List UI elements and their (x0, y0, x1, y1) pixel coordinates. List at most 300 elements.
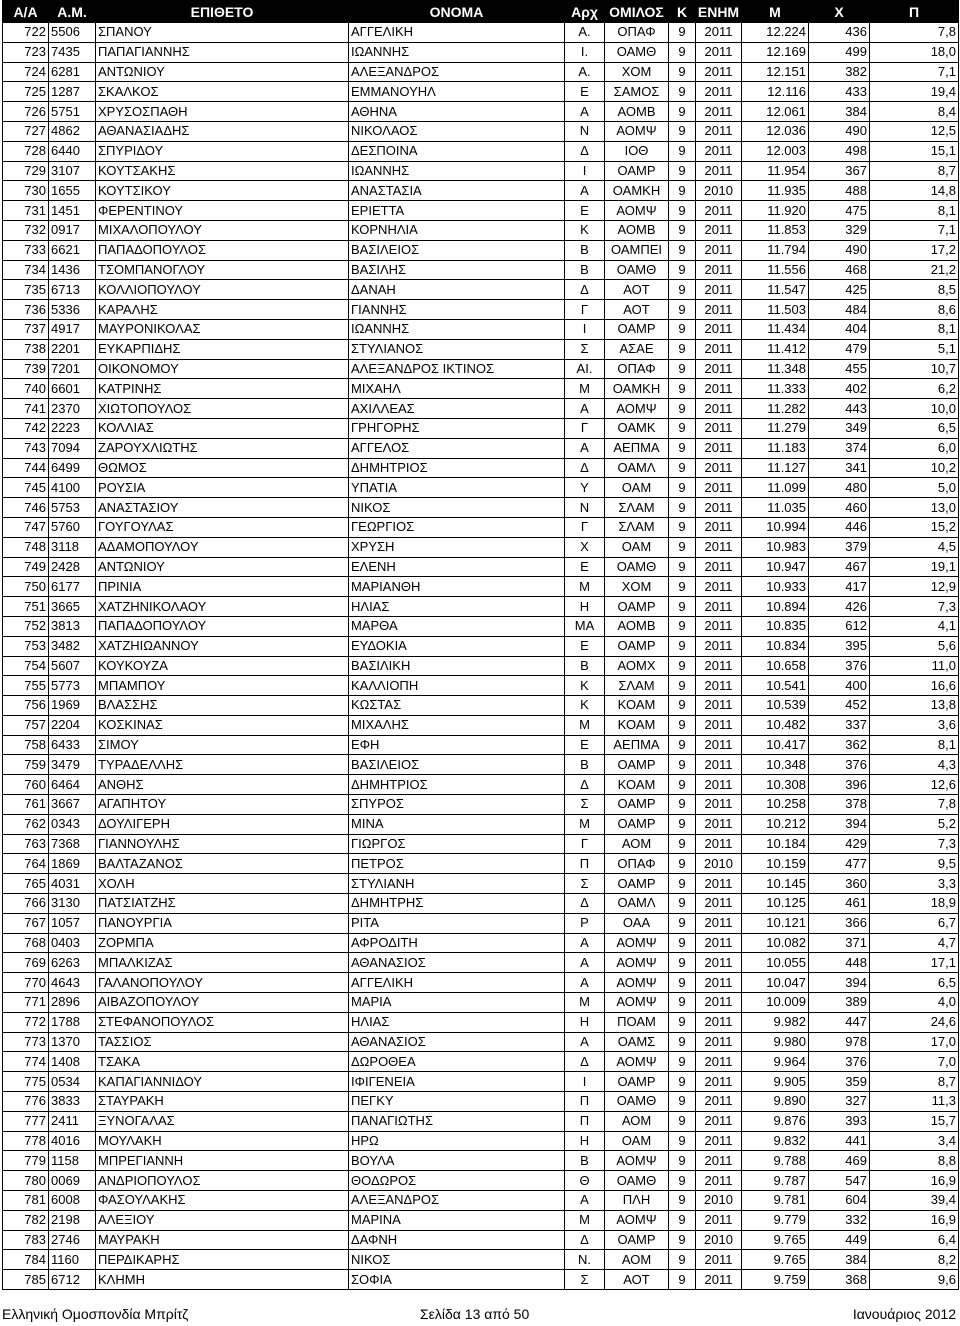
cell-index: 728 (3, 141, 49, 161)
table-row (3, 715, 959, 735)
cell-updated: 2011 (696, 141, 742, 161)
table-row (3, 874, 959, 894)
cell-club: ΚΟΑΜ (605, 715, 669, 735)
cell-m-points: 9.787 (742, 1171, 809, 1191)
cell-p: 10,0 (870, 399, 959, 419)
cell-m-points: 12.224 (742, 23, 809, 43)
cell-updated: 2011 (696, 319, 742, 339)
cell-m-points: 11.935 (742, 181, 809, 201)
cell-m-points: 12.061 (742, 102, 809, 122)
cell-first-name: ΕΦΗ (349, 735, 565, 755)
cell-p: 6,5 (870, 418, 959, 438)
cell-club: ΟΑΜΣ (605, 1032, 669, 1052)
cell-initial: Ν (565, 121, 605, 141)
cell-first-name: ΑΓΓΕΛΙΚΗ (349, 973, 565, 993)
cell-p: 16,6 (870, 676, 959, 696)
cell-surname: ΧΙΩΤΟΠΟΥΛΟΣ (96, 399, 349, 419)
cell-x: 475 (809, 201, 870, 221)
cell-club: ΟΑΜΡ (605, 1072, 669, 1092)
cell-updated: 2011 (696, 260, 742, 280)
cell-first-name: ΕΡΙΕΤΤΑ (349, 201, 565, 221)
table-row (3, 616, 959, 636)
cell-m-points: 11.333 (742, 379, 809, 399)
cell-first-name: ΝΙΚΟΣ (349, 1250, 565, 1270)
cell-index: 781 (3, 1191, 49, 1211)
cell-x: 389 (809, 993, 870, 1013)
cell-k: 9 (669, 913, 696, 933)
cell-first-name: ΚΟΡΝΗΛΙΑ (349, 220, 565, 240)
table-row (3, 201, 959, 221)
cell-index: 768 (3, 933, 49, 953)
cell-index: 762 (3, 814, 49, 834)
cell-initial: Γ (565, 418, 605, 438)
cell-initial: Α (565, 438, 605, 458)
cell-member-id: 5753 (49, 498, 96, 518)
cell-p: 8,1 (870, 201, 959, 221)
cell-index: 732 (3, 220, 49, 240)
cell-m-points: 9.890 (742, 1092, 809, 1112)
cell-club: ΑΟΜΨ (605, 933, 669, 953)
cell-p: 7,3 (870, 597, 959, 617)
cell-club: ΧΟΜ (605, 62, 669, 82)
cell-first-name: ΔΑΝΑΗ (349, 280, 565, 300)
cell-k: 9 (669, 1270, 696, 1290)
cell-club: ΟΑΜΚ (605, 418, 669, 438)
cell-club: ΑΟΜΨ (605, 953, 669, 973)
cell-index: 772 (3, 1012, 49, 1032)
cell-updated: 2011 (696, 23, 742, 43)
cell-p: 6,2 (870, 379, 959, 399)
cell-initial: Β (565, 1151, 605, 1171)
cell-member-id: 0917 (49, 220, 96, 240)
cell-surname: ΓΟΥΓΟΥΛΑΣ (96, 517, 349, 537)
cell-index: 752 (3, 616, 49, 636)
cell-first-name: ΣΤΥΛΙΑΝΗ (349, 874, 565, 894)
cell-surname: ΣΙΜΟΥ (96, 735, 349, 755)
table-row (3, 181, 959, 201)
cell-surname: ΑΙΒΑΖΟΠΟΥΛΟΥ (96, 993, 349, 1013)
cell-k: 9 (669, 82, 696, 102)
cell-x: 455 (809, 359, 870, 379)
cell-member-id: 6440 (49, 141, 96, 161)
table-row (3, 220, 959, 240)
cell-x: 449 (809, 1230, 870, 1250)
cell-m-points: 10.933 (742, 577, 809, 597)
cell-k: 9 (669, 537, 696, 557)
table-row (3, 1072, 959, 1092)
table-row (3, 775, 959, 795)
cell-k: 9 (669, 597, 696, 617)
cell-updated: 2011 (696, 874, 742, 894)
cell-m-points: 10.159 (742, 854, 809, 874)
table-row (3, 953, 959, 973)
cell-k: 9 (669, 715, 696, 735)
cell-club: ΟΑΜΡ (605, 795, 669, 815)
table-row (3, 82, 959, 102)
cell-k: 9 (669, 616, 696, 636)
col-header-surname: ΕΠΙΘΕΤΟ (96, 1, 349, 23)
cell-p: 17,0 (870, 1032, 959, 1052)
cell-m-points: 11.183 (742, 438, 809, 458)
cell-surname: ΒΛΑΣΣΗΣ (96, 696, 349, 716)
cell-p: 11,3 (870, 1092, 959, 1112)
col-header-p: Π (870, 1, 959, 23)
table-row (3, 359, 959, 379)
cell-club: ΠΟΑΜ (605, 1012, 669, 1032)
cell-k: 9 (669, 260, 696, 280)
cell-club: ΑΟΜΨ (605, 399, 669, 419)
cell-index: 785 (3, 1270, 49, 1290)
cell-p: 11,0 (870, 656, 959, 676)
cell-x: 417 (809, 577, 870, 597)
cell-k: 9 (669, 735, 696, 755)
cell-p: 4,5 (870, 537, 959, 557)
cell-m-points: 9.832 (742, 1131, 809, 1151)
cell-p: 12,9 (870, 577, 959, 597)
cell-surname: ΑΝΔΡΙΟΠΟΥΛΟΣ (96, 1171, 349, 1191)
cell-club: ΟΑΜΡ (605, 319, 669, 339)
cell-updated: 2011 (696, 498, 742, 518)
cell-m-points: 10.983 (742, 537, 809, 557)
footer-organization: Ελληνική Ομοσπονδία Μπρίτζ (2, 1306, 189, 1322)
cell-updated: 2011 (696, 795, 742, 815)
cell-x: 337 (809, 715, 870, 735)
cell-updated: 2011 (696, 1072, 742, 1092)
cell-updated: 2011 (696, 696, 742, 716)
table-row (3, 438, 959, 458)
cell-m-points: 12.003 (742, 141, 809, 161)
cell-first-name: ΜΑΡΙΝΑ (349, 1210, 565, 1230)
cell-x: 362 (809, 735, 870, 755)
table-row (3, 656, 959, 676)
cell-surname: ΣΠΥΡΙΔΟΥ (96, 141, 349, 161)
cell-initial: Σ (565, 795, 605, 815)
cell-initial: Δ (565, 458, 605, 478)
cell-surname: ΠΑΠΑΔΟΠΟΥΛΟΣ (96, 240, 349, 260)
cell-p: 15,1 (870, 141, 959, 161)
cell-club: ΟΑΜΡ (605, 874, 669, 894)
cell-m-points: 10.082 (742, 933, 809, 953)
cell-p: 8,5 (870, 280, 959, 300)
table-row (3, 993, 959, 1013)
cell-initial: Β (565, 260, 605, 280)
cell-first-name: ΓΙΑΝΝΗΣ (349, 300, 565, 320)
cell-updated: 2011 (696, 1111, 742, 1131)
cell-surname: ΜΠΡΕΓΙΑΝΝΗ (96, 1151, 349, 1171)
cell-first-name: ΜΑΡΙΑΝΘΗ (349, 577, 565, 597)
cell-p: 19,1 (870, 557, 959, 577)
cell-club: ΟΑΜΡ (605, 161, 669, 181)
cell-initial: Σ (565, 339, 605, 359)
cell-index: 741 (3, 399, 49, 419)
cell-surname: ΤΣΟΜΠΑΝΟΓΛΟΥ (96, 260, 349, 280)
cell-x: 467 (809, 557, 870, 577)
cell-first-name: ΑΘΑΝΑΣΙΟΣ (349, 953, 565, 973)
cell-x: 359 (809, 1072, 870, 1092)
cell-updated: 2011 (696, 993, 742, 1013)
cell-updated: 2011 (696, 715, 742, 735)
cell-k: 9 (669, 458, 696, 478)
cell-member-id: 7094 (49, 438, 96, 458)
cell-p: 9,5 (870, 854, 959, 874)
cell-m-points: 11.434 (742, 319, 809, 339)
cell-club: ΟΑΜΘ (605, 1092, 669, 1112)
cell-k: 9 (669, 478, 696, 498)
cell-surname: ΟΙΚΟΝΟΜΟΥ (96, 359, 349, 379)
cell-p: 39,4 (870, 1191, 959, 1211)
cell-surname: ΓΑΛΑΝΟΠΟΥΛΟΥ (96, 973, 349, 993)
cell-first-name: ΑΓΓΕΛΟΣ (349, 438, 565, 458)
cell-initial: Κ (565, 676, 605, 696)
table-row (3, 735, 959, 755)
table-row (3, 1171, 959, 1191)
cell-m-points: 10.994 (742, 517, 809, 537)
cell-k: 9 (669, 1250, 696, 1270)
cell-x: 332 (809, 1210, 870, 1230)
table-row (3, 577, 959, 597)
cell-club: ΣΛΑΜ (605, 517, 669, 537)
cell-club: ΟΑΜΘ (605, 260, 669, 280)
cell-updated: 2011 (696, 676, 742, 696)
cell-first-name: ΑΛΕΞΑΝΔΡΟΣ (349, 62, 565, 82)
cell-m-points: 11.547 (742, 280, 809, 300)
cell-surname: ΑΔΑΜΟΠΟΥΛΟΥ (96, 537, 349, 557)
cell-club: ΟΑΜΡ (605, 597, 669, 617)
cell-index: 784 (3, 1250, 49, 1270)
cell-member-id: 7368 (49, 834, 96, 854)
cell-updated: 2010 (696, 1191, 742, 1211)
cell-initial: Ι (565, 319, 605, 339)
cell-index: 749 (3, 557, 49, 577)
cell-m-points: 9.765 (742, 1230, 809, 1250)
cell-updated: 2011 (696, 1210, 742, 1230)
table-row (3, 597, 959, 617)
cell-p: 9,6 (870, 1270, 959, 1290)
cell-updated: 2011 (696, 1092, 742, 1112)
cell-club: ΑΟΜΨ (605, 121, 669, 141)
cell-first-name: ΔΗΜΗΤΡΗΣ (349, 894, 565, 914)
cell-k: 9 (669, 973, 696, 993)
cell-first-name: ΒΑΣΙΛΙΚΗ (349, 656, 565, 676)
cell-first-name: ΘΟΔΩΡΟΣ (349, 1171, 565, 1191)
cell-club: ΑΟΜΨ (605, 973, 669, 993)
cell-first-name: ΜΙΧΑΛΗΣ (349, 715, 565, 735)
cell-club: ΑΟΜΧ (605, 656, 669, 676)
cell-updated: 2011 (696, 339, 742, 359)
cell-club: ΟΑΜΛ (605, 458, 669, 478)
cell-p: 21,2 (870, 260, 959, 280)
cell-surname: ΖΑΡΟΥΧΛΙΩΤΗΣ (96, 438, 349, 458)
cell-updated: 2011 (696, 616, 742, 636)
cell-initial: Μ (565, 715, 605, 735)
cell-x: 441 (809, 1131, 870, 1151)
cell-index: 742 (3, 418, 49, 438)
cell-member-id: 1869 (49, 854, 96, 874)
cell-k: 9 (669, 240, 696, 260)
cell-surname: ΤΑΣΣΙΟΣ (96, 1032, 349, 1052)
cell-m-points: 10.055 (742, 953, 809, 973)
cell-club: ΟΑΜ (605, 537, 669, 557)
cell-k: 9 (669, 557, 696, 577)
cell-club: ΑΟΜΒ (605, 616, 669, 636)
cell-member-id: 6712 (49, 1270, 96, 1290)
cell-updated: 2011 (696, 1270, 742, 1290)
cell-p: 15,2 (870, 517, 959, 537)
table-row (3, 814, 959, 834)
cell-surname: ΧΡΥΣΟΣΠΑΘΗ (96, 102, 349, 122)
table-row (3, 755, 959, 775)
cell-index: 750 (3, 577, 49, 597)
cell-member-id: 1057 (49, 913, 96, 933)
cell-x: 367 (809, 161, 870, 181)
cell-index: 770 (3, 973, 49, 993)
cell-initial: ΑΙ. (565, 359, 605, 379)
col-header-member-id: Α.Μ. (49, 1, 96, 23)
cell-updated: 2011 (696, 201, 742, 221)
cell-m-points: 9.905 (742, 1072, 809, 1092)
cell-k: 9 (669, 379, 696, 399)
table-row (3, 399, 959, 419)
ranking-table (2, 0, 959, 1290)
cell-member-id: 5773 (49, 676, 96, 696)
cell-updated: 2011 (696, 597, 742, 617)
col-header-m-points: Μ (742, 1, 809, 23)
cell-updated: 2011 (696, 121, 742, 141)
cell-updated: 2010 (696, 181, 742, 201)
cell-k: 9 (669, 23, 696, 43)
cell-initial: Γ (565, 517, 605, 537)
cell-initial: Μ (565, 379, 605, 399)
cell-member-id: 6263 (49, 953, 96, 973)
cell-m-points: 12.036 (742, 121, 809, 141)
cell-surname: ΕΥΚΑΡΠΙΔΗΣ (96, 339, 349, 359)
cell-updated: 2011 (696, 1131, 742, 1151)
cell-club: ΟΑΜΡ (605, 814, 669, 834)
cell-x: 400 (809, 676, 870, 696)
cell-updated: 2011 (696, 577, 742, 597)
cell-m-points: 10.258 (742, 795, 809, 815)
cell-club: ΑΟΜ (605, 834, 669, 854)
cell-member-id: 6433 (49, 735, 96, 755)
cell-m-points: 11.556 (742, 260, 809, 280)
cell-x: 477 (809, 854, 870, 874)
cell-p: 7,0 (870, 1052, 959, 1072)
cell-surname: ΣΚΑΛΚΟΣ (96, 82, 349, 102)
col-header-index: Α/Α (3, 1, 49, 23)
table-row (3, 854, 959, 874)
cell-surname: ΜΠΑΜΠΟΥ (96, 676, 349, 696)
table-row (3, 62, 959, 82)
cell-member-id: 2411 (49, 1111, 96, 1131)
cell-initial: Σ (565, 1270, 605, 1290)
cell-club: ΟΑΜΘ (605, 557, 669, 577)
cell-member-id: 1287 (49, 82, 96, 102)
cell-x: 394 (809, 973, 870, 993)
cell-index: 780 (3, 1171, 49, 1191)
cell-k: 9 (669, 933, 696, 953)
cell-updated: 2011 (696, 735, 742, 755)
cell-initial: Β (565, 240, 605, 260)
cell-club: ΑΣΑΕ (605, 339, 669, 359)
cell-index: 769 (3, 953, 49, 973)
cell-member-id: 2204 (49, 715, 96, 735)
cell-club: ΑΟΜΨ (605, 201, 669, 221)
cell-initial: Α (565, 1191, 605, 1211)
cell-initial: Γ (565, 834, 605, 854)
cell-initial: Μ (565, 1210, 605, 1230)
cell-k: 9 (669, 814, 696, 834)
cell-index: 767 (3, 913, 49, 933)
cell-initial: Δ (565, 775, 605, 795)
cell-initial: Κ (565, 220, 605, 240)
cell-first-name: ΑΓΓΕΛΙΚΗ (349, 23, 565, 43)
cell-k: 9 (669, 498, 696, 518)
cell-first-name: ΙΩΑΝΝΗΣ (349, 161, 565, 181)
cell-surname: ΚΟΣΚΙΝΑΣ (96, 715, 349, 735)
cell-surname: ΚΟΥΤΣΙΚΟΥ (96, 181, 349, 201)
cell-updated: 2011 (696, 399, 742, 419)
cell-x: 376 (809, 656, 870, 676)
cell-index: 760 (3, 775, 49, 795)
cell-initial: ΜΑ (565, 616, 605, 636)
cell-index: 747 (3, 517, 49, 537)
cell-updated: 2011 (696, 933, 742, 953)
cell-surname: ΣΠΑΝΟΥ (96, 23, 349, 43)
cell-first-name: ΝΙΚΟΣ (349, 498, 565, 518)
cell-updated: 2011 (696, 82, 742, 102)
cell-initial: Μ (565, 814, 605, 834)
cell-index: 754 (3, 656, 49, 676)
cell-initial: Ε (565, 82, 605, 102)
cell-member-id: 1655 (49, 181, 96, 201)
cell-member-id: 5751 (49, 102, 96, 122)
cell-k: 9 (669, 795, 696, 815)
cell-member-id: 3107 (49, 161, 96, 181)
cell-surname: ΦΕΡΕΝΤΙΝΟΥ (96, 201, 349, 221)
cell-first-name: ΔΗΜΗΤΡΙΟΣ (349, 458, 565, 478)
cell-x: 604 (809, 1191, 870, 1211)
cell-index: 775 (3, 1072, 49, 1092)
cell-m-points: 11.348 (742, 359, 809, 379)
cell-index: 726 (3, 102, 49, 122)
cell-first-name: ΗΛΙΑΣ (349, 1012, 565, 1032)
cell-m-points: 10.184 (742, 834, 809, 854)
col-header-club: ΟΜΙΛΟΣ (605, 1, 669, 23)
cell-x: 404 (809, 319, 870, 339)
cell-first-name: ΠΕΤΡΟΣ (349, 854, 565, 874)
cell-x: 484 (809, 300, 870, 320)
cell-initial: Η (565, 597, 605, 617)
cell-club: ΑΕΠΜΑ (605, 735, 669, 755)
cell-p: 4,1 (870, 616, 959, 636)
cell-index: 727 (3, 121, 49, 141)
cell-x: 490 (809, 240, 870, 260)
cell-member-id: 0403 (49, 933, 96, 953)
cell-first-name: ΕΛΕΝΗ (349, 557, 565, 577)
cell-surname: ΚΑΡΑΛΗΣ (96, 300, 349, 320)
cell-first-name: ΙΦΙΓΕΝΕΙΑ (349, 1072, 565, 1092)
cell-first-name: ΑΘΗΝΑ (349, 102, 565, 122)
cell-m-points: 11.954 (742, 161, 809, 181)
cell-index: 744 (3, 458, 49, 478)
cell-k: 9 (669, 874, 696, 894)
cell-index: 759 (3, 755, 49, 775)
cell-p: 12,6 (870, 775, 959, 795)
cell-member-id: 3118 (49, 537, 96, 557)
cell-first-name: ΙΩΑΝΝΗΣ (349, 42, 565, 62)
cell-index: 777 (3, 1111, 49, 1131)
cell-updated: 2011 (696, 240, 742, 260)
